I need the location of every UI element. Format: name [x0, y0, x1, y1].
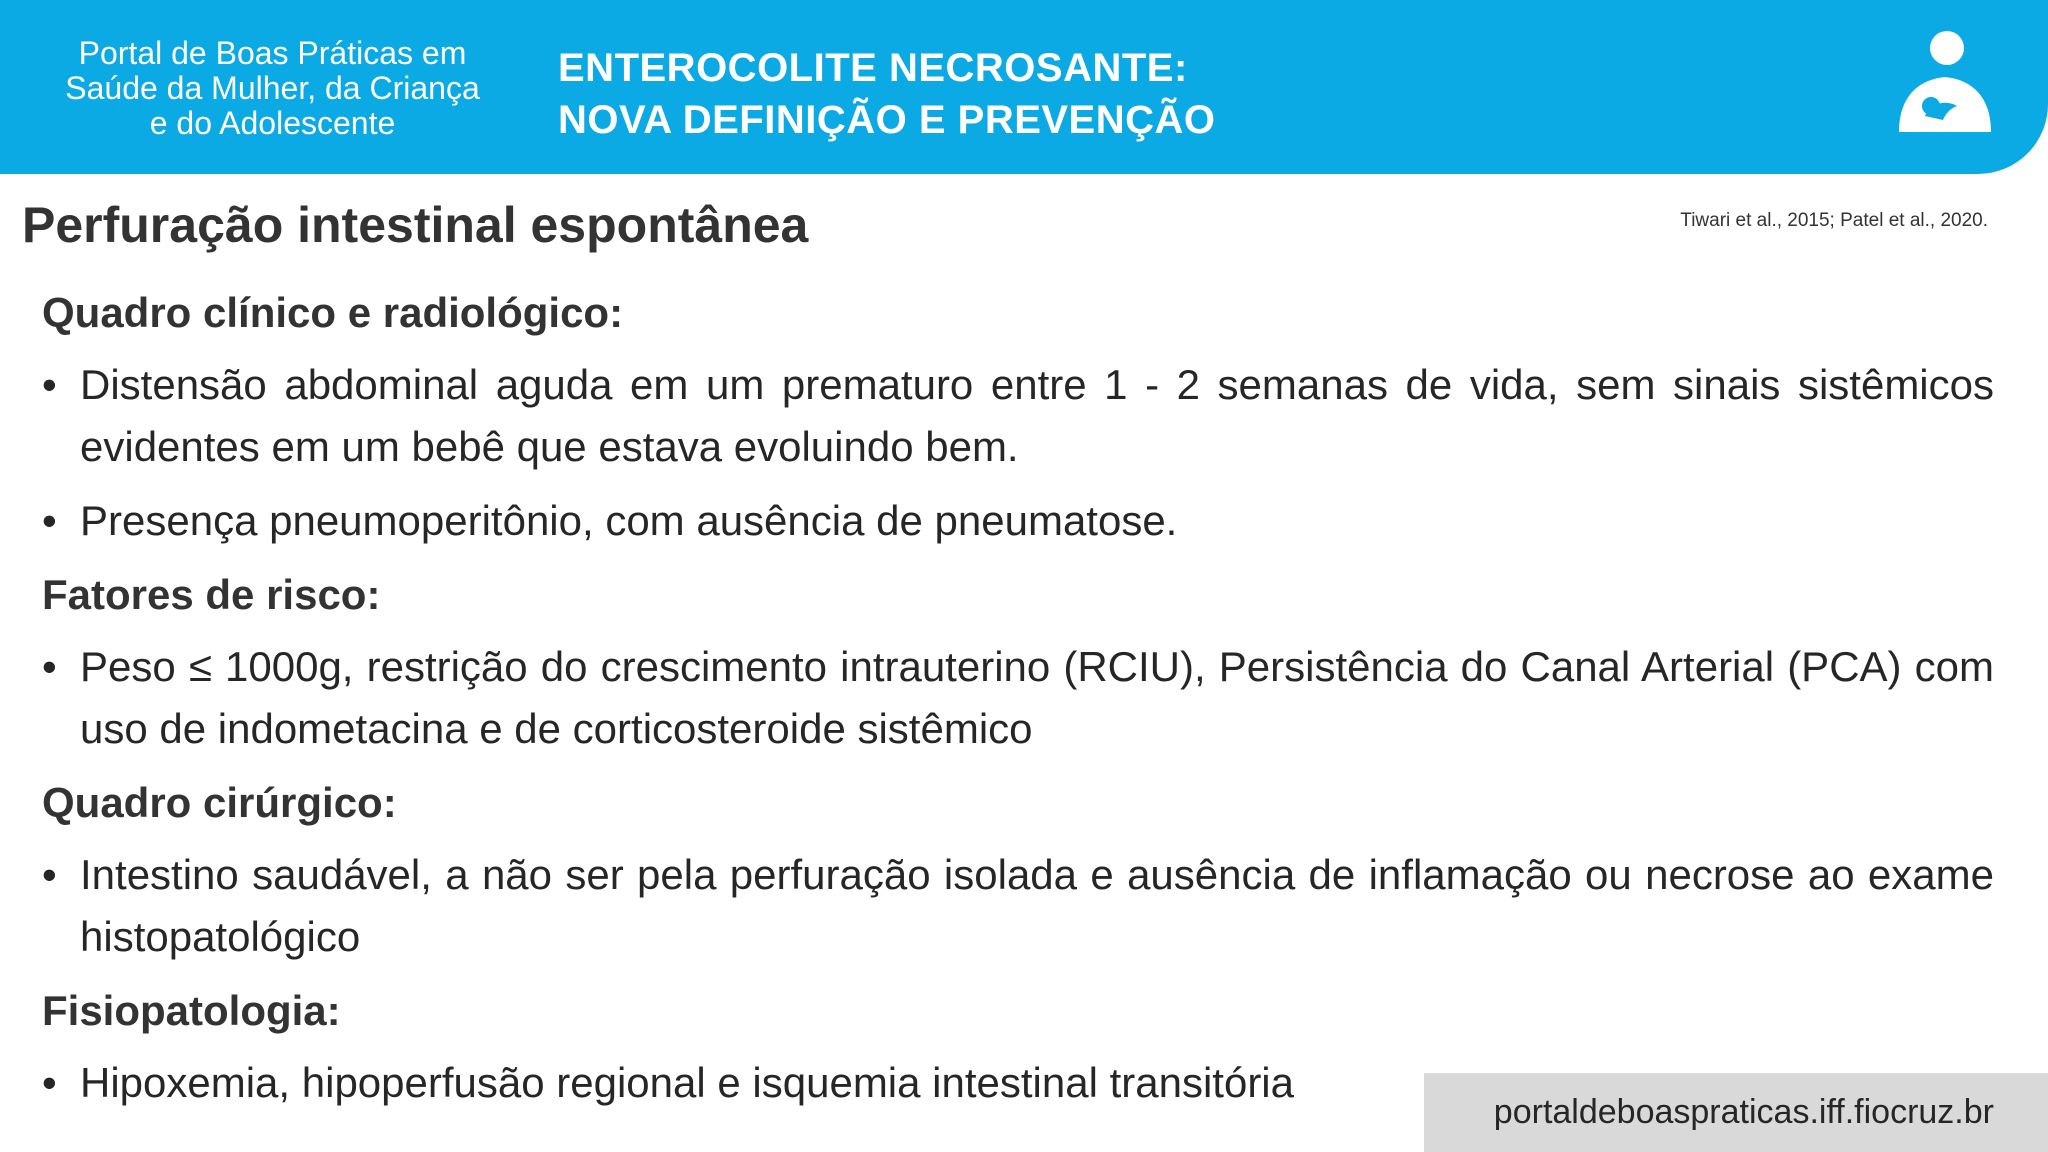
bullet-text: Presença pneumoperitônio, com ausência de pneumatose. — [80, 497, 1178, 544]
header-banner — [0, 0, 2048, 174]
deck-title — [558, 42, 1216, 146]
section-heading: Quadro clínico e radiológico: — [42, 289, 624, 336]
portal-name — [50, 36, 495, 141]
portal-name-line: Portal de Boas Práticas em — [78, 35, 467, 71]
bullet-text: Peso ≤ 1000g, restrição do crescimento intrauterino (RCIU), Persistência do Canal Arterial (PCA) com uso de indometacina e de corticosteroide sistêmico — [80, 643, 1994, 752]
slide-title: Perfuração intestinal espontânea — [22, 197, 809, 253]
slide-content — [42, 282, 1994, 1126]
bullet-text: Hipoxemia, hipoperfusão regional e isquemia intestinal transitória — [80, 1059, 1295, 1106]
deck-title-line: NOVA DEFINIÇÃO E PREVENÇÃO — [558, 98, 1216, 142]
list-item — [42, 490, 1994, 552]
list-item — [42, 636, 1994, 760]
bullet-icon: • — [42, 1059, 57, 1106]
section-heading: Fisiopatologia: — [42, 987, 341, 1034]
bullet-text: Distensão abdominal aguda em um prematuro entre 1 - 2 semanas de vida, sem sinais sistêmicos evidentes em um bebê que estava evoluindo bem. — [80, 361, 1994, 470]
list-item — [42, 354, 1994, 478]
portal-name-line: Saúde da Mulher, da Criança — [65, 70, 480, 106]
section-heading: Fatores de risco: — [42, 571, 381, 618]
footer-url: portaldeboaspraticas.iff.fiocruz.br — [1424, 1073, 2048, 1152]
deck-title-line: ENTEROCOLITE NECROSANTE: — [558, 46, 1188, 90]
mother-and-baby-logo-icon — [1895, 30, 1995, 142]
bullet-list — [42, 844, 1994, 968]
bullet-icon: • — [42, 643, 57, 690]
section-heading: Quadro cirúrgico: — [42, 779, 397, 826]
bullet-list — [42, 354, 1994, 552]
bullet-list — [42, 636, 1994, 760]
citation: Tiwari et al., 2015; Patel et al., 2020. — [1680, 210, 1988, 231]
portal-name-line: e do Adolescente — [149, 105, 396, 141]
bullet-icon: • — [42, 497, 57, 544]
bullet-icon: • — [42, 361, 57, 408]
list-item — [42, 844, 1994, 968]
bullet-icon: • — [42, 851, 57, 898]
bullet-text: Intestino saudável, a não ser pela perfuração isolada e ausência de inflamação ou necrose ao exame histopatológico — [80, 851, 1994, 960]
